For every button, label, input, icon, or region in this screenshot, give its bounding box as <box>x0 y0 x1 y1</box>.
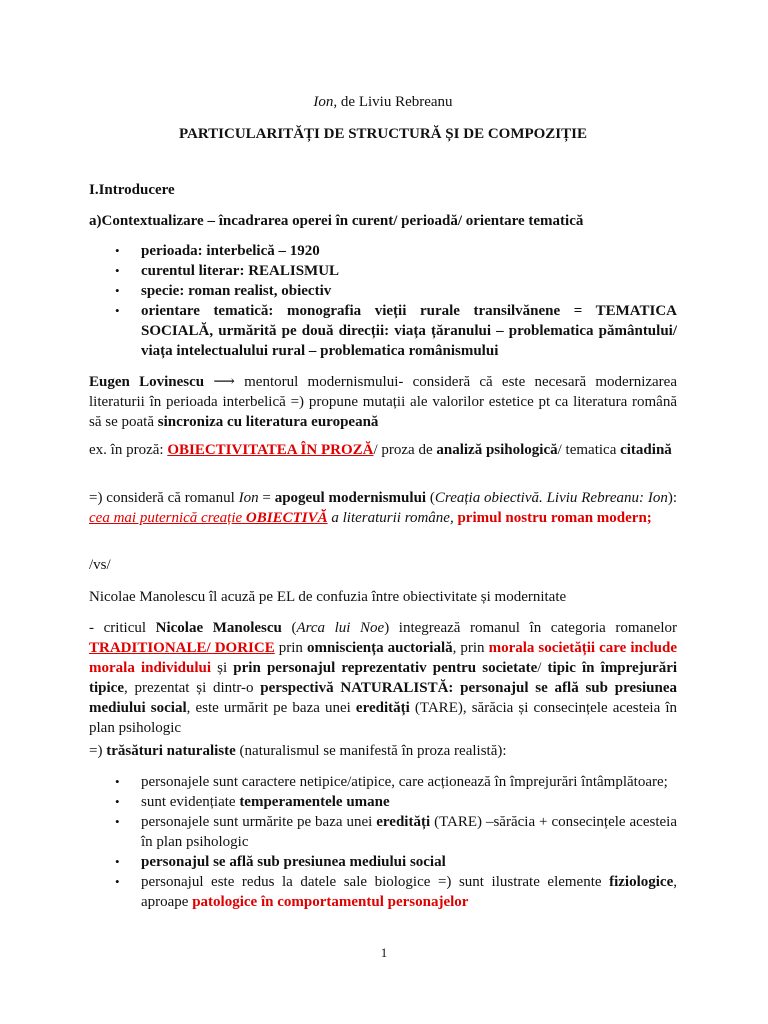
proza-paragraph: ex. în proză: OBIECTIVITATEA ÎN PROZĂ/ proza de analiză psihologică/ tematica citadină <box>89 442 672 458</box>
list-item: • perioada: interbelică – 1920 <box>89 241 677 261</box>
list-item: • orientare tematică: monografia vieții rurale transilvănene = TEMATICA SOCIALĂ, urmărită pe două direcții: viața țăranului – problematica pământului/ viața intelectualului rural – problematica românismului <box>89 301 677 361</box>
list-item: • specie: roman realist, obiectiv <box>89 281 677 301</box>
list-item: • curentul literar: REALISMUL <box>89 261 677 281</box>
list-item: • personajul este redus la datele sale biologice =) sunt ilustrate elemente fiziologice, aproape patologice în comportamentul personajelor <box>89 872 677 912</box>
lovinescu-paragraph: Eugen Lovinescu ⟶ mentorul modernismului- consideră că este necesară modernizarea literaturii în perioada interbelică =) propune mutații ale valorilor estetice pt ca literatura română să se poată sincroniza cu literatura europeană <box>89 374 677 430</box>
work-title: Ion, <box>313 94 338 110</box>
page-number: 1 <box>380 945 388 960</box>
lovinescu-name: Eugen Lovinescu <box>89 374 205 390</box>
vs-line: /vs/ <box>89 557 111 573</box>
naturaliste-list <box>89 772 677 912</box>
list-item: • personajele sunt caractere netipice/atipice, care acționează în împrejurări întâmplătoare; <box>89 772 677 792</box>
obiectivitatea-highlight: OBIECTIVITATEA ÎN PROZĂ <box>167 442 374 458</box>
section-heading: I.Introducere <box>89 182 175 198</box>
context-list <box>89 241 677 361</box>
naturaliste-line: =) trăsături naturaliste (naturalismul se manifestă în proza realistă): <box>89 743 507 759</box>
work-line <box>89 92 677 112</box>
author: de Liviu Rebreanu <box>337 94 453 110</box>
subsection-heading: a)Contextualizare – încadrarea operei în curent/ perioadă/ orientare tematică <box>89 213 584 229</box>
arrow-icon: ⟶ <box>204 374 245 390</box>
list-item: • sunt evidențiate temperamentele umane <box>89 792 677 812</box>
manolescu-paragraph: - criticul Nicolae Manolescu (Arca lui Noe) integrează romanul în categoria romanelor TRADITIONALE/ DORICE prin omnisciența auctorială, prin morala societății care include morala individului și prin personajul reprezentativ pentru societate/ tipic în împrejurări tipice, prezentat și dintr-o perspectivă NATURALISTĂ: personajul se află sub presiunea mediului social, este urmărit pe baza unei eredități (TARE), sărăcia și consecințele acesteia în plan psihologic <box>89 620 678 736</box>
manolescu-line: Nicolae Manolescu îl acuză pe EL de confuzia între obiectivitate și modernitate <box>89 589 567 605</box>
list-item: • personajul se află sub presiunea mediului social <box>89 852 677 872</box>
list-item: • personajele sunt urmărite pe baza unei eredități (TARE) –sărăcia + consecințele acesteia în plan psihologic <box>89 812 677 852</box>
page-title: PARTICULARITĂȚI DE STRUCTURĂ ȘI DE COMPOZIȚIE <box>178 126 587 142</box>
apogeu-paragraph: =) consideră că romanul Ion = apogeul modernismului (Creația obiectivă. Liviu Rebreanu: Ion): cea mai puternică creație OBIECTIVĂ a literaturii române, primul nostru roman modern; <box>89 490 678 526</box>
